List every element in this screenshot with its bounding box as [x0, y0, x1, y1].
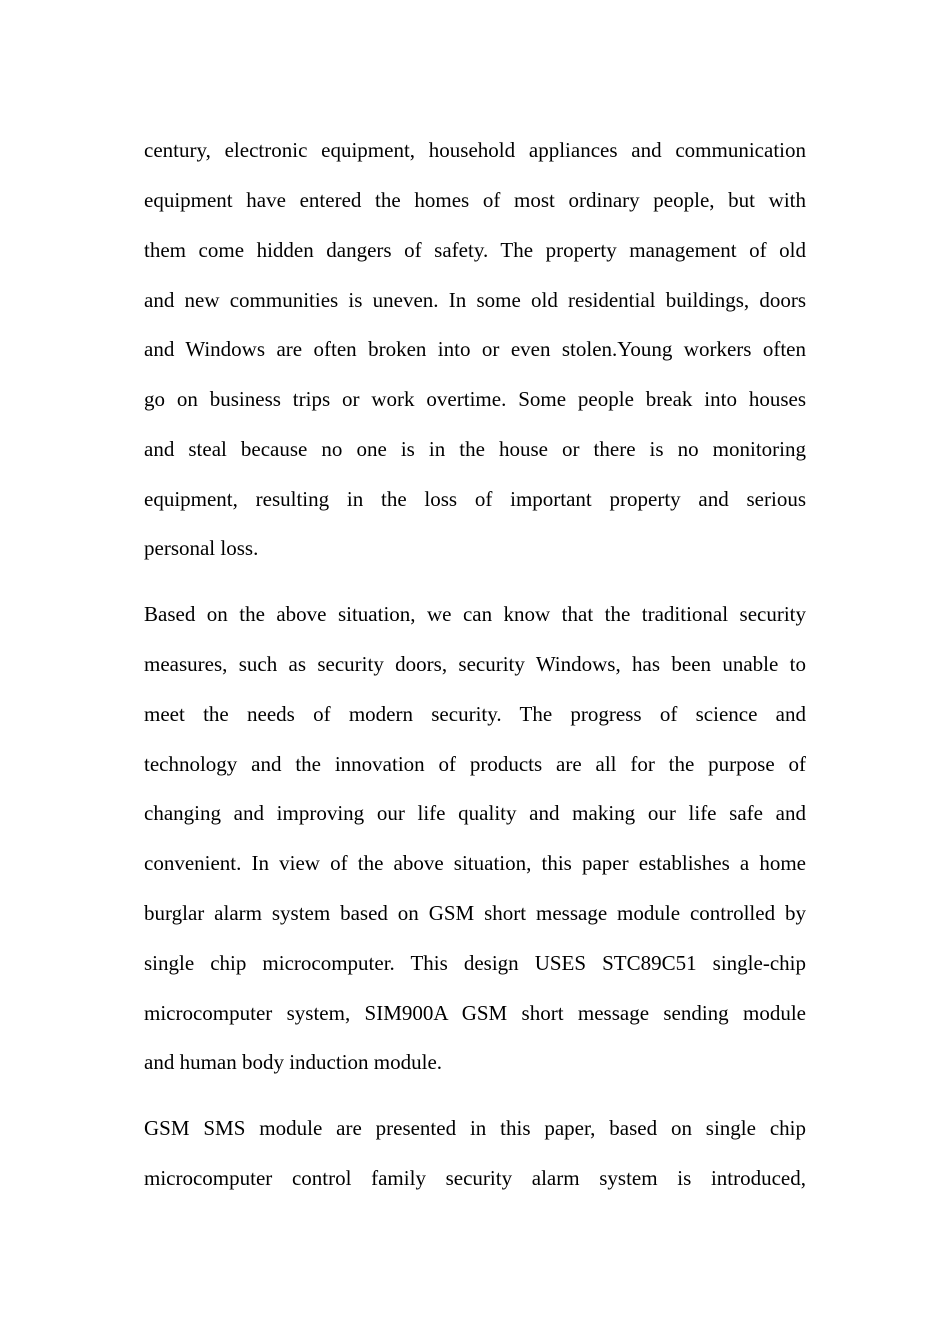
text-line: them come hidden dangers of safety. The property management of old [144, 238, 806, 262]
text-line: changing and improving our life quality and making our life safe and [144, 801, 806, 825]
text-line: convenient. In view of the above situation, this paper establishes a home [144, 851, 806, 875]
text-line: equipment, resulting in the loss of important property and serious [144, 487, 806, 511]
text-line: personal loss. [144, 536, 259, 560]
text-line: single chip microcomputer. This design USES STC89C51 single-chip [144, 951, 806, 975]
text-line: technology and the innovation of products are all for the purpose of [144, 752, 806, 776]
text-line: Based on the above situation, we can know that the traditional security [144, 602, 806, 626]
text-line: century, electronic equipment, household appliances and communication [144, 138, 806, 162]
text-line: and Windows are often broken into or even stolen.Young workers often [144, 337, 806, 361]
text-line: microcomputer control family security alarm system is introduced, [144, 1166, 806, 1190]
text-line: meet the needs of modern security. The progress of science and [144, 702, 806, 726]
text-line: measures, such as security doors, security Windows, has been unable to [144, 652, 806, 676]
text-line: microcomputer system, SIM900A GSM short message sending module [144, 1001, 806, 1025]
text-line: burglar alarm system based on GSM short message module controlled by [144, 901, 806, 925]
text-line: go on business trips or work overtime. Some people break into houses [144, 387, 806, 411]
text-line: GSM SMS module are presented in this paper, based on single chip [144, 1116, 806, 1140]
text-line: and new communities is uneven. In some old residential buildings, doors [144, 288, 806, 312]
text-line: and steal because no one is in the house or there is no monitoring [144, 437, 806, 461]
text-line: equipment have entered the homes of most ordinary people, but with [144, 188, 806, 212]
text-line: and human body induction module. [144, 1050, 443, 1074]
